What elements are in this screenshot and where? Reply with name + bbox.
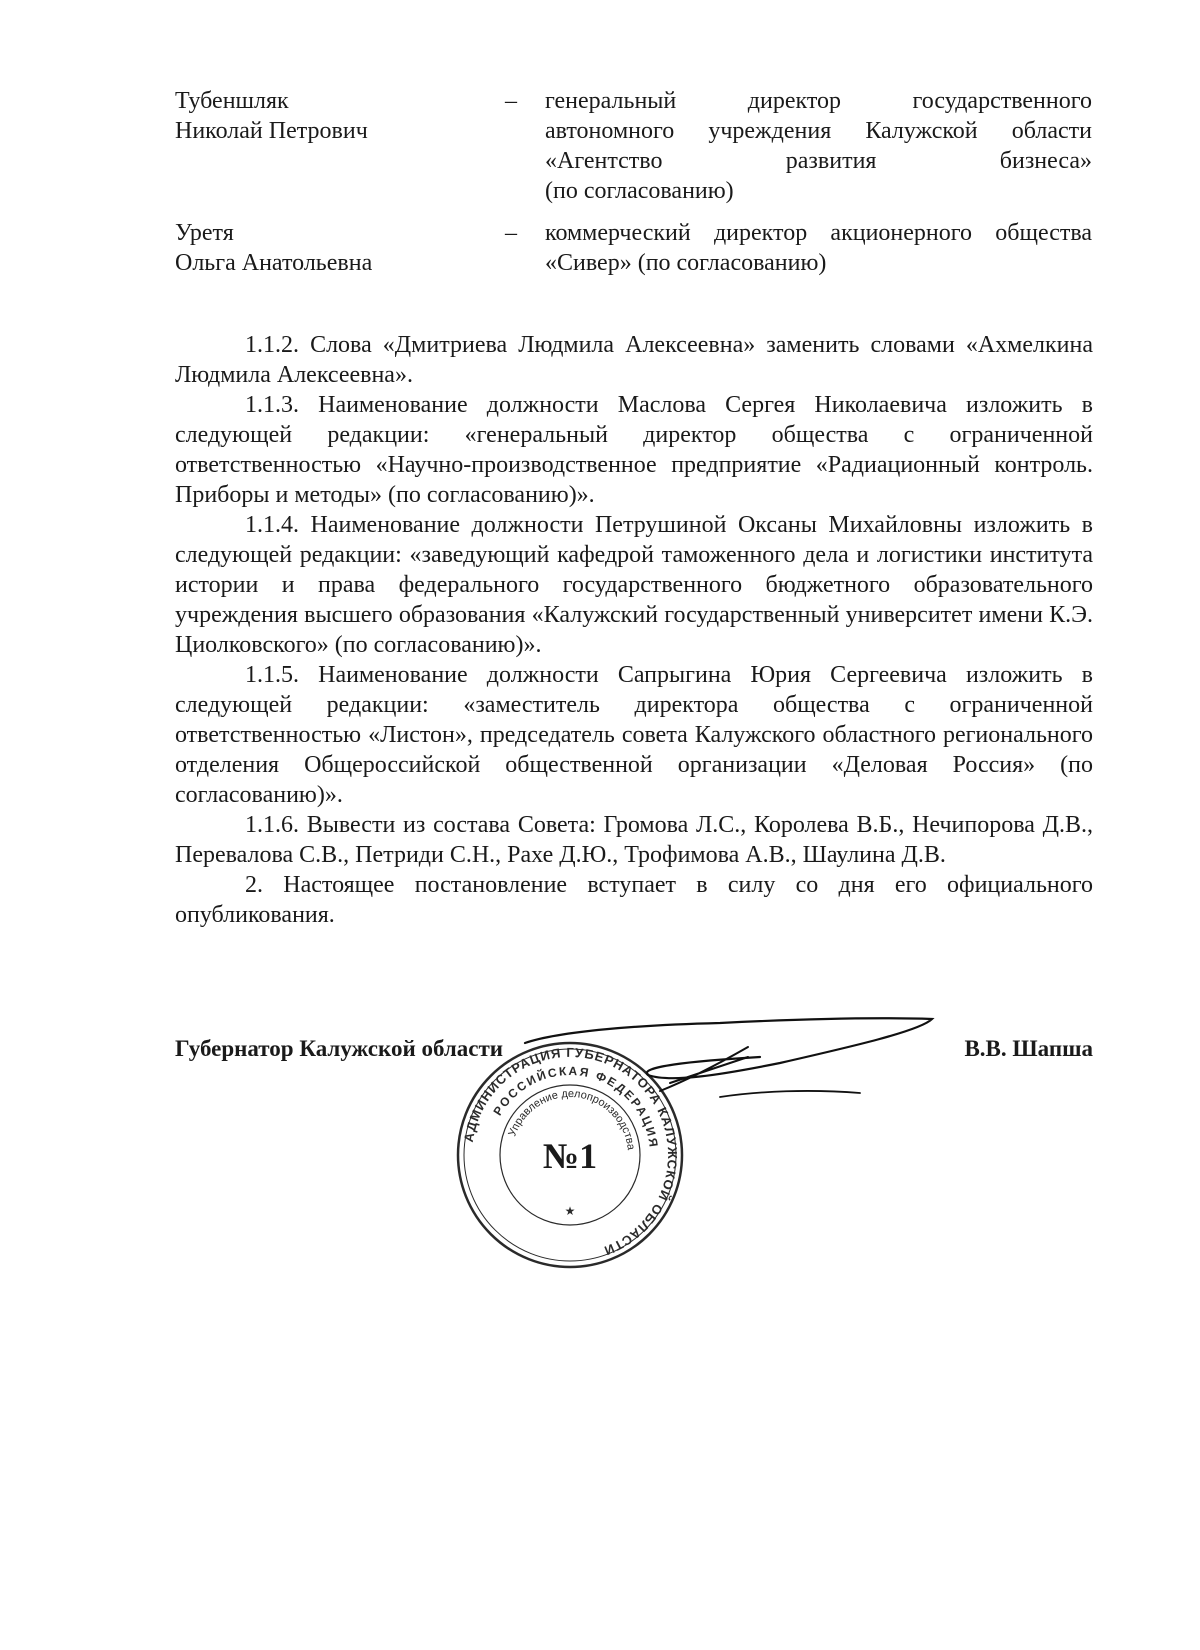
- paragraph-1-1-2: 1.1.2. Слова «Дмитриева Людмила Алексеевна» заменить словами «Ахмелкина Людмила Алексеевна».: [175, 332, 1093, 388]
- paragraph-1-1-5: 1.1.5. Наименование должности Сапрыгина Юрия Сергеевича изложить в следующей редакции: «заместитель директора общества с ограниченной ответственностью «Листон», председатель совета Калужского областного регионального отделения Общероссийской общественной организации «Деловая Россия» (по согласованию)».: [175, 662, 1093, 808]
- dash-separator: –: [505, 88, 517, 114]
- signatory-position: Губернатор Калужской области: [175, 1036, 504, 1061]
- role-line: «Сивер» (по согласованию): [545, 250, 827, 276]
- member-surname: Уретя: [175, 220, 234, 246]
- role-line: коммерческий директор акционерного общества: [545, 220, 1092, 246]
- handwritten-signature: [520, 1005, 940, 1125]
- member-given-names: Ольга Анатольевна: [175, 250, 373, 276]
- seal-number: №1: [542, 1136, 598, 1176]
- member-surname: Тубеншляк: [175, 88, 289, 114]
- dash-separator: –: [505, 220, 517, 246]
- amendment-paragraphs: [175, 330, 1093, 930]
- member-role: [545, 86, 1092, 206]
- role-line: «Агентство развития бизнеса»: [545, 148, 1092, 174]
- paragraph-1-1-3: 1.1.3. Наименование должности Маслова Сергея Николаевича изложить в следующей редакции: «генеральный директор общества с ограниченной ответственностью «Научно-производственное предприятие «Радиационный контроль. Приборы и методы» (по согласованию)».: [175, 392, 1093, 508]
- paragraph-2: 2. Настоящее постановление вступает в силу со дня его официального опубликования.: [175, 872, 1093, 928]
- role-line: генеральный директор государственного: [545, 88, 1092, 114]
- paragraph-1-1-6: 1.1.6. Вывести из состава Совета: Громова Л.С., Королева В.Б., Нечипорова Д.В., Перевалова С.В., Петриди С.Н., Рахе Д.Ю., Трофимова А.В., Шаулина Д.В.: [175, 812, 1093, 868]
- signatory-name: В.В. Шапша: [964, 1036, 1093, 1061]
- member-role: [545, 218, 1092, 278]
- member-name: [175, 86, 475, 146]
- seal-star-icon: ★: [564, 1204, 576, 1218]
- member-name: [175, 218, 475, 278]
- role-line: (по согласованию): [545, 178, 734, 204]
- seal-outer-text: АДМИНИСТРАЦИЯ ГУБЕРНАТОРА КАЛУЖСКОЙ ОБЛАСТИ: [460, 1044, 681, 1259]
- paragraph-1-1-4: 1.1.4. Наименование должности Петрушиной Оксаны Михайловны изложить в следующей редакции: «заведующий кафедрой таможенного дела и логистики института истории и права федерального государственного бюджетного образовательного учреждения высшего образования «Калужский государственный университет имени К.Э. Циолковского» (по согласованию)».: [175, 512, 1093, 658]
- member-given-names: Николай Петрович: [175, 118, 368, 144]
- seal-top-text: РОССИЙСКАЯ ФЕДЕРАЦИЯ: [490, 1063, 661, 1150]
- seal-inner-text: Управление делопроизводства: [506, 1087, 637, 1151]
- role-line: автономного учреждения Калужской области: [545, 118, 1092, 144]
